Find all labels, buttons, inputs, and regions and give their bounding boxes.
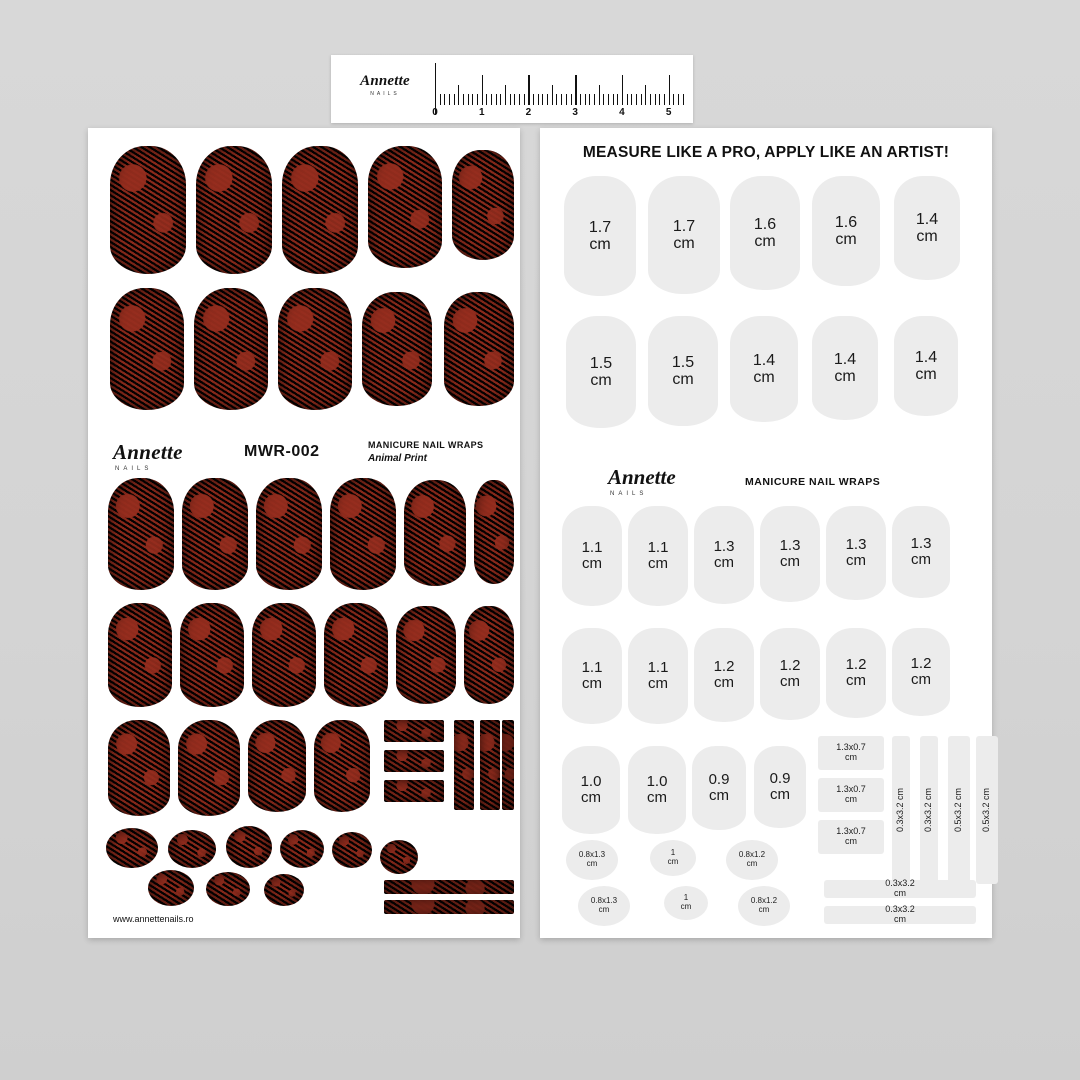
printed-nail-wrap — [106, 828, 158, 868]
printed-nail-wrap — [282, 146, 358, 274]
size-template — [754, 746, 806, 828]
size-label: 1.7 cm — [672, 217, 696, 252]
size-label: 1 cm — [667, 848, 679, 866]
size-label: 1.1 cm — [581, 658, 603, 692]
size-label: 1.0 cm — [646, 772, 668, 806]
printed-nail-wrap — [248, 720, 306, 812]
left-sheet-brand-logo — [113, 440, 183, 472]
size-label: 1.4 cm — [833, 350, 857, 385]
size-template — [818, 820, 884, 854]
size-template — [738, 886, 790, 926]
printed-nail-wrap — [474, 480, 514, 584]
printed-nail-wrap — [226, 826, 272, 868]
size-label: 0.3x3.2 cm — [895, 787, 906, 833]
printed-nail-wrap — [108, 603, 172, 707]
size-template — [726, 840, 778, 880]
left-brand-sub: NAILS — [115, 466, 153, 472]
printed-nail-wrap — [384, 880, 514, 894]
size-label: 0.8x1.2 cm — [738, 850, 766, 868]
ruler-number: 0 — [432, 107, 438, 118]
size-template — [566, 840, 618, 880]
size-label: 1 cm — [680, 893, 692, 911]
size-template — [648, 316, 718, 426]
size-template — [628, 746, 686, 834]
printed-nail-wrap — [404, 480, 466, 586]
size-label: 0.3x3.2 cm — [885, 904, 915, 924]
printed-nail-wrap — [252, 603, 316, 707]
printed-nail-wrap — [396, 606, 456, 704]
right-brand-sub: NAILS — [610, 491, 648, 497]
size-label: 1.4 cm — [914, 348, 938, 383]
size-label: 1.3 cm — [845, 535, 867, 569]
size-template — [628, 628, 688, 724]
size-label: 1.3 cm — [713, 537, 735, 571]
size-template — [562, 628, 622, 724]
product-code: MWR-002 — [244, 443, 320, 460]
size-label: 1.5 cm — [671, 353, 695, 388]
size-template — [892, 506, 950, 598]
ruler-number: 4 — [619, 107, 625, 118]
size-label: 1.2 cm — [779, 656, 801, 690]
size-label: 1.3x0.7 cm — [836, 784, 866, 804]
size-label: 0.9 cm — [708, 770, 730, 804]
printed-nail-wrap — [454, 720, 474, 810]
size-template — [650, 840, 696, 876]
right-sheet-brand-logo — [608, 465, 676, 497]
size-label: 1.0 cm — [580, 772, 602, 806]
size-label: 1.2 cm — [910, 654, 932, 688]
ruler-numbers — [432, 101, 685, 118]
size-label: 1.3x0.7 cm — [836, 742, 866, 762]
size-template — [648, 176, 720, 294]
sizing-sheet-title: MEASURE LIKE A PRO, APPLY LIKE AN ARTIST! — [582, 144, 950, 161]
right-brand-name: Annette — [608, 465, 676, 489]
ruler-number: 1 — [478, 107, 485, 118]
size-label: 1.4 cm — [752, 351, 776, 386]
printed-nail-wrap — [464, 606, 514, 704]
printed-nail-wrap — [196, 146, 272, 274]
pattern-name-label: Animal Print — [368, 453, 427, 464]
printed-nail-wrap — [148, 870, 194, 906]
printed-nail-wrap — [480, 720, 500, 810]
size-label: 0.8x1.3 cm — [578, 850, 606, 868]
nail-wrap-sheet-sizing — [540, 128, 992, 938]
size-template — [694, 506, 754, 604]
printed-nail-wrap — [178, 720, 240, 816]
ruler-brand-name: Annette — [360, 73, 410, 89]
size-template — [562, 506, 622, 606]
size-template — [894, 316, 958, 416]
printed-nail-wrap — [384, 750, 444, 772]
printed-nail-wrap — [108, 478, 174, 590]
printed-nail-wrap — [194, 288, 268, 410]
size-template — [826, 506, 886, 600]
size-template — [818, 736, 884, 770]
size-label: 1.5 cm — [589, 354, 613, 389]
printed-nail-wrap — [502, 720, 514, 810]
size-template-strip — [976, 736, 998, 884]
ruler-number: 3 — [572, 107, 578, 118]
size-label: 1.2 cm — [713, 657, 735, 691]
size-label: 1.1 cm — [581, 538, 603, 572]
size-template — [730, 316, 798, 422]
size-label: 0.8x1.3 cm — [590, 896, 618, 914]
size-label: 0.3x3.2 cm — [923, 787, 934, 833]
size-template — [664, 886, 708, 920]
ruler-brand-logo — [341, 73, 429, 97]
printed-nail-wrap — [108, 720, 170, 816]
size-template — [818, 778, 884, 812]
size-template — [812, 176, 880, 286]
size-label: 0.3x3.2 cm — [885, 878, 915, 898]
size-label: 0.8x1.2 cm — [750, 896, 778, 914]
printed-nail-wrap — [362, 292, 432, 406]
size-label: 1.6 cm — [834, 213, 858, 248]
printed-nail-wrap — [256, 478, 322, 590]
size-label: 1.4 cm — [915, 210, 939, 245]
ruler-number: 2 — [525, 107, 532, 118]
left-brand-name: Annette — [113, 440, 183, 464]
size-template — [562, 746, 620, 834]
printed-nail-wrap — [278, 288, 352, 410]
ruler-number: 5 — [665, 107, 672, 118]
nail-wrap-sheet-printed — [88, 128, 520, 938]
printed-nail-wrap — [444, 292, 514, 406]
size-template-strip — [892, 736, 910, 884]
size-template-strip — [948, 736, 970, 884]
size-template — [812, 316, 878, 420]
size-label: 1.3 cm — [910, 534, 932, 568]
size-template — [826, 628, 886, 718]
printed-nail-wrap — [452, 150, 514, 260]
size-template — [692, 746, 746, 830]
size-template — [760, 628, 820, 720]
size-template — [760, 506, 820, 602]
size-template — [628, 506, 688, 606]
size-label: 1.3 cm — [779, 536, 801, 570]
printed-nail-wrap — [314, 720, 370, 812]
product-line-label: MANICURE NAIL WRAPS — [368, 440, 484, 450]
size-label: 0.5x3.2 cm — [953, 787, 964, 833]
printed-nail-wrap — [182, 478, 248, 590]
size-label: 1.3x0.7 cm — [836, 826, 866, 846]
printed-nail-wrap — [332, 832, 372, 868]
size-template — [824, 880, 976, 898]
right-product-line-label: MANICURE NAIL WRAPS — [745, 476, 881, 488]
size-template — [564, 176, 636, 296]
printed-nail-wrap — [110, 288, 184, 410]
printed-nail-wrap — [380, 840, 418, 874]
printed-nail-wrap — [206, 872, 250, 906]
printed-nail-wrap — [324, 603, 388, 707]
printed-nail-wrap — [384, 720, 444, 742]
size-template — [892, 628, 950, 716]
printed-nail-wrap — [110, 146, 186, 274]
printed-nail-wrap — [368, 146, 442, 268]
ruler-brand-sub: NAILS — [370, 91, 400, 97]
size-template — [566, 316, 636, 428]
printed-nail-wrap — [168, 830, 216, 868]
website-url: www.annettenails.ro — [113, 914, 194, 924]
size-label: 1.2 cm — [845, 655, 867, 689]
size-label: 1.1 cm — [647, 538, 669, 572]
printed-nail-wrap — [384, 780, 444, 802]
size-label: 0.5x3.2 cm — [981, 787, 992, 833]
size-template — [894, 176, 960, 280]
printed-nail-wrap — [330, 478, 396, 590]
size-template — [694, 628, 754, 722]
printed-nail-wrap — [180, 603, 244, 707]
ruler-ticks — [435, 63, 685, 105]
printed-nail-wrap — [264, 874, 304, 906]
size-label: 1.1 cm — [647, 658, 669, 692]
printed-nail-wrap — [280, 830, 324, 868]
size-template-strip — [920, 736, 938, 884]
ruler-card — [331, 55, 693, 123]
size-template — [730, 176, 800, 290]
size-label: 1.7 cm — [588, 218, 612, 253]
printed-nail-wrap — [384, 900, 514, 914]
size-template — [824, 906, 976, 924]
size-label: 0.9 cm — [769, 769, 791, 803]
size-template — [578, 886, 630, 926]
size-label: 1.6 cm — [753, 215, 777, 250]
